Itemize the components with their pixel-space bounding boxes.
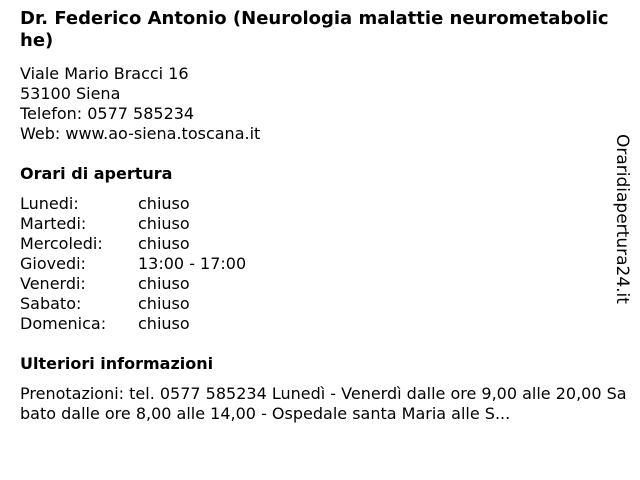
watermark-text: Oraridiapertura24.it — [612, 134, 632, 304]
time-value: chiuso — [138, 194, 190, 213]
street-address: Viale Mario Bracci 16 — [20, 64, 189, 83]
day-label: Martedi: — [20, 214, 87, 233]
phone-number: Telefon: 0577 585234 — [20, 104, 195, 123]
hours-row-thursday — [20, 254, 246, 274]
time-value: chiuso — [138, 214, 190, 233]
city-address: 53100 Siena — [20, 84, 121, 103]
time-value: 13:00 - 17:00 — [138, 254, 247, 273]
hours-row-wednesday — [20, 234, 246, 254]
additional-info-text: Prenotazioni: tel. 0577 585234 Lunedì - Venerdì dalle ore 9,00 alle 20,00 Sabato dalle ore 8,00 alle 14,00 - Ospedale santa Maria alle S... — [20, 384, 627, 423]
hours-row-monday — [20, 194, 246, 214]
opening-hours-heading: Orari di apertura — [20, 164, 173, 183]
time-value: chiuso — [138, 294, 190, 313]
watermark — [612, 134, 634, 312]
hours-row-saturday — [20, 294, 246, 314]
day-label: Mercoledi: — [20, 234, 103, 253]
time-value: chiuso — [138, 234, 190, 253]
address-block — [20, 64, 260, 144]
additional-info-heading: Ulteriori informazioni — [20, 354, 214, 373]
day-label: Domenica: — [20, 314, 107, 333]
page-title: Dr. Federico Antonio (Neurologia malattie neurometaboliche) — [20, 8, 609, 51]
opening-hours-table — [20, 194, 246, 334]
day-label: Lunedi: — [20, 194, 79, 213]
day-label: Venerdi: — [20, 274, 86, 293]
hours-row-sunday — [20, 314, 246, 334]
hours-row-tuesday — [20, 214, 246, 234]
website-link[interactable]: Web: www.ao-siena.toscana.it — [20, 124, 261, 143]
time-value: chiuso — [138, 314, 190, 333]
day-label: Giovedi: — [20, 254, 86, 273]
day-label: Sabato: — [20, 294, 82, 313]
hours-row-friday — [20, 274, 246, 294]
time-value: chiuso — [138, 274, 190, 293]
